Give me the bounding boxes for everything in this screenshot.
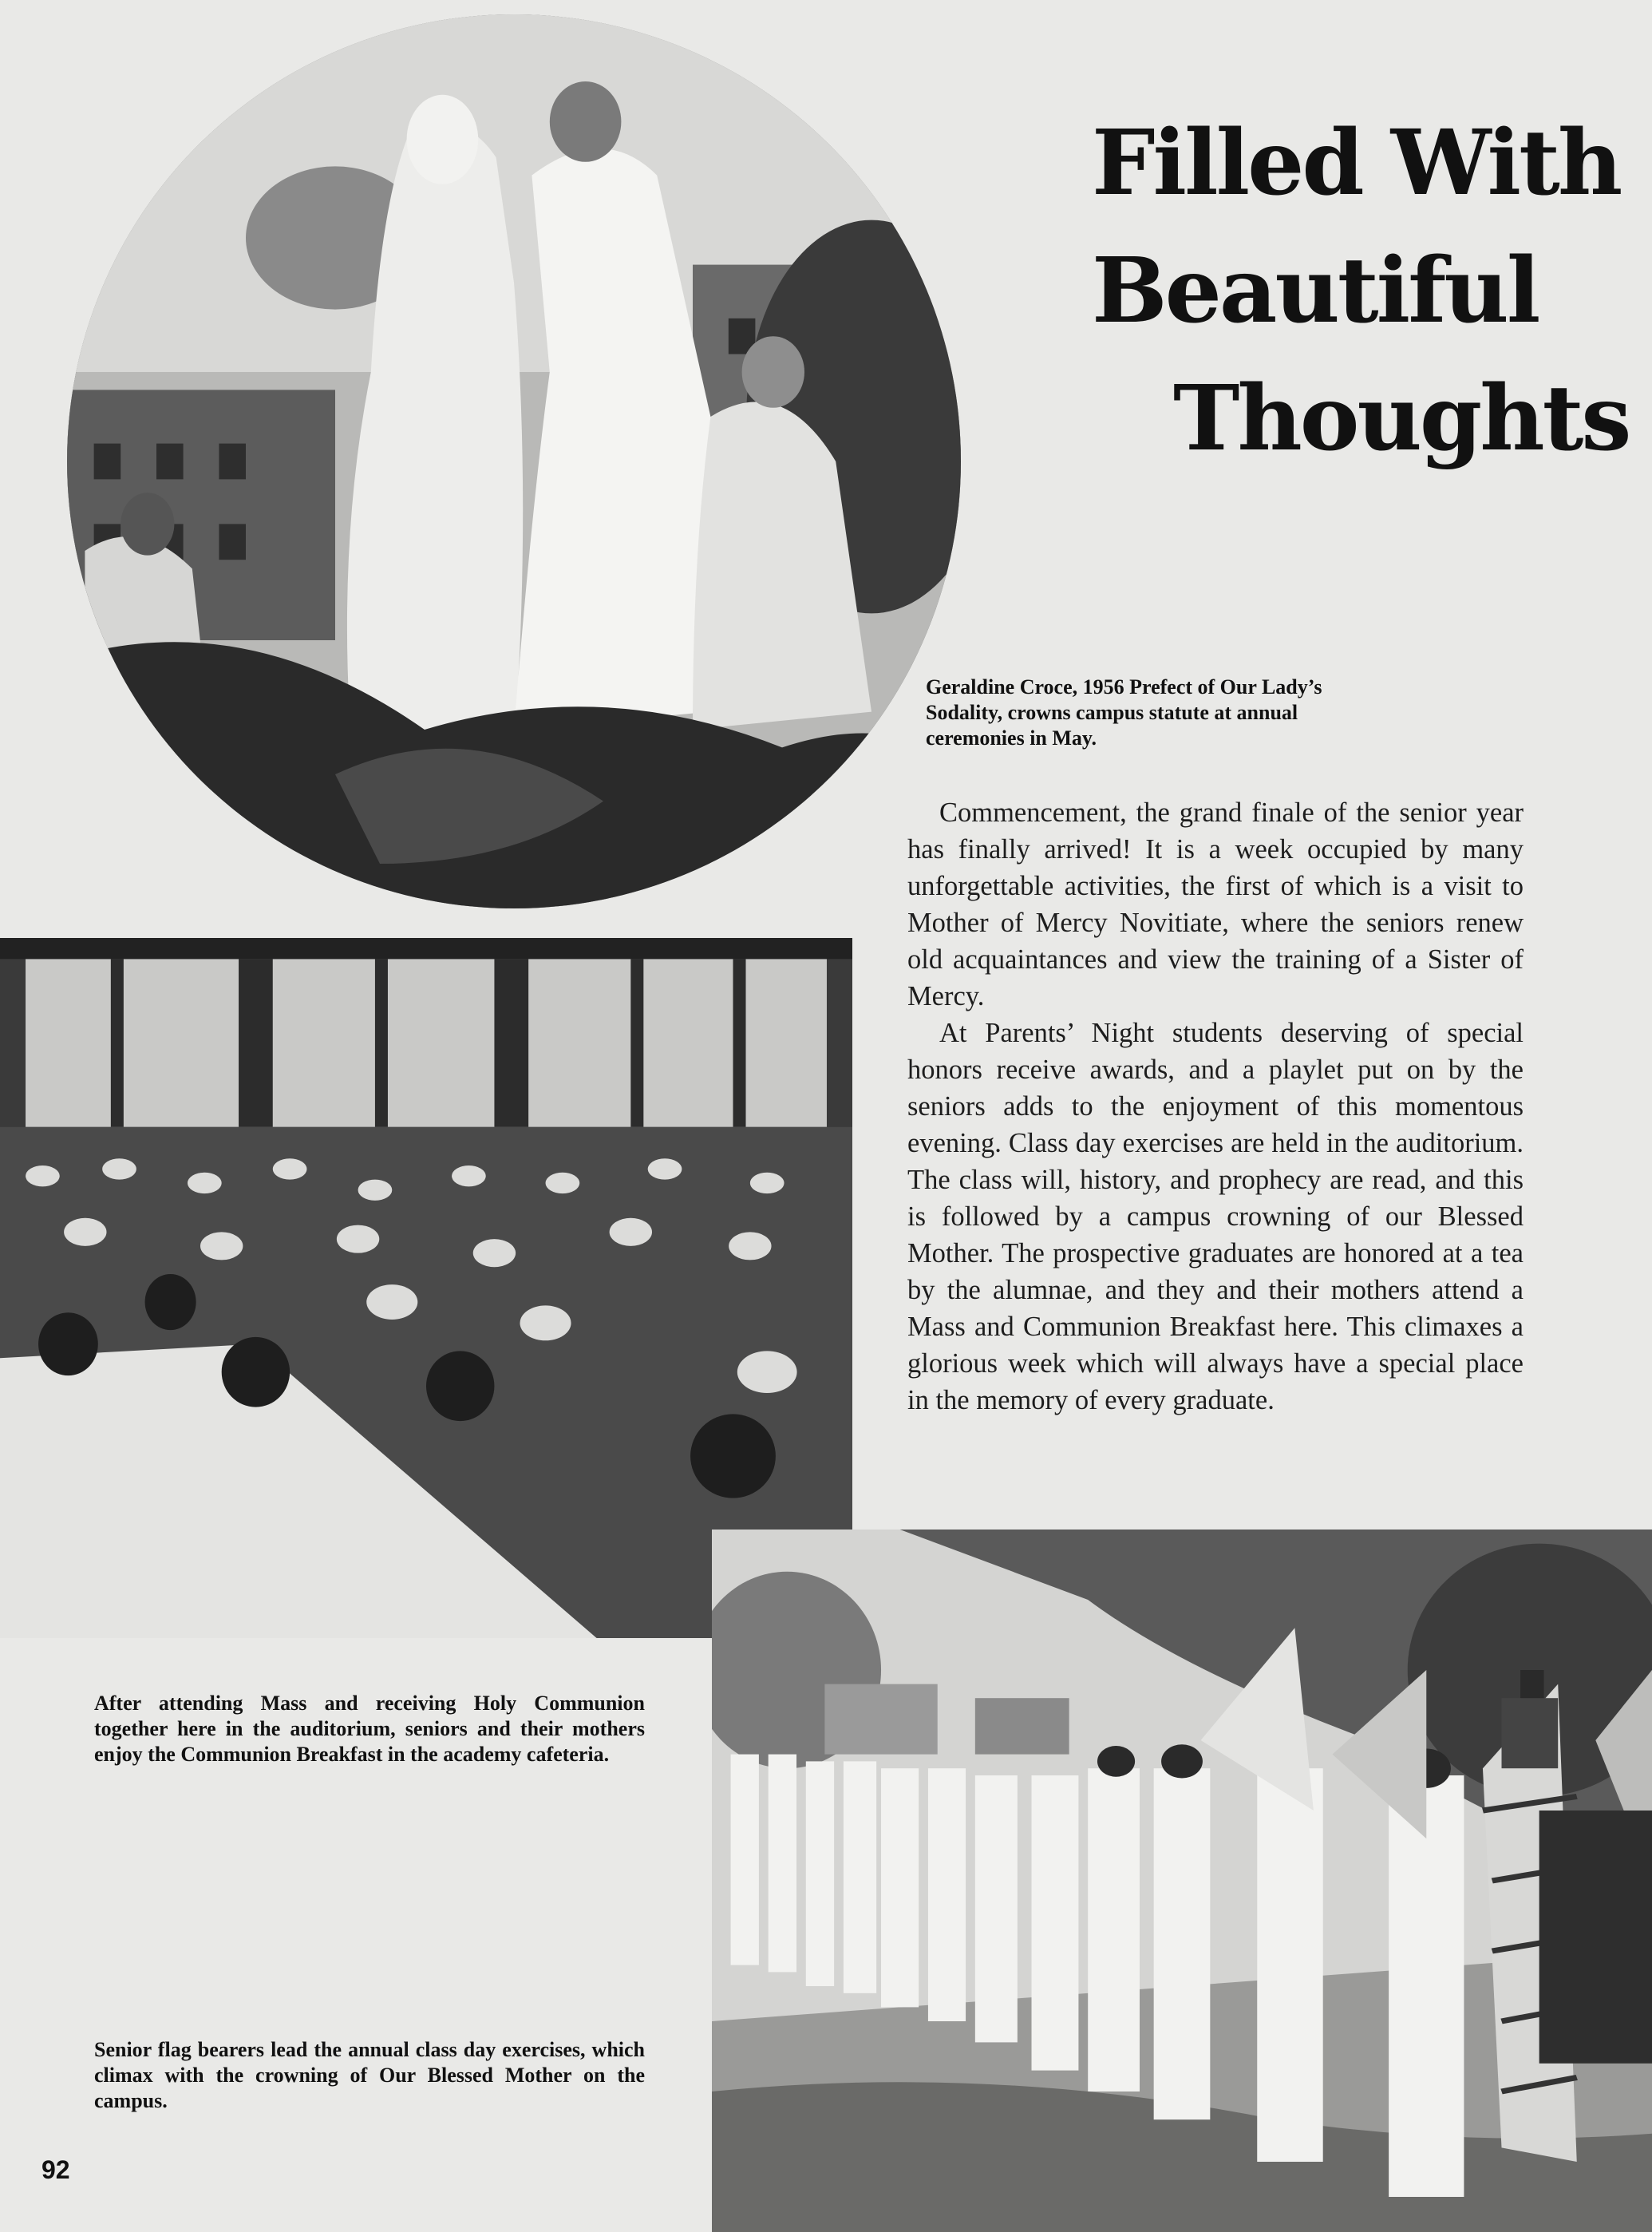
crowning-caption: Geraldine Croce, 1956 Prefect of Our Lady’s Sodality, crowns campus statute at annual ceremonies in May. [926, 675, 1322, 750]
procession-photo-art [712, 1530, 1652, 2232]
page-number: 92 [41, 2155, 70, 2184]
body-paragraph-1: Commencement, the grand finale of the senior year has finally arrived! It is a week occupied by many unforgettable activities, the first of which is a visit to Mother of Mercy Novitiate, where the seniors renew old acquaintances and view the training of a Sister of Mercy. [907, 797, 1524, 1011]
page-title [1085, 100, 1630, 483]
body-text [907, 794, 1524, 1419]
procession-caption: Senior flag bearers lead the annual class day exercises, which climax with the crowning of Our Blessed Mother on the campus. [94, 2038, 645, 2112]
title-line-2: Beautiful [1092, 239, 1539, 343]
title-line-3: Thoughts [1173, 366, 1630, 471]
crowning-photo [67, 14, 961, 908]
crowning-photo-art [67, 14, 961, 908]
procession-photo [712, 1530, 1652, 2232]
title-line-1: Filled With [1092, 111, 1621, 216]
cafeteria-caption: After attending Mass and receiving Holy Communion together here in the auditorium, seniors and their mothers enjoy the Communion Breakfast in the academy cafeteria. [94, 1692, 645, 1766]
body-paragraph-2: At Parents’ Night students deserving of special honors receive awards, and a playlet put on by the seniors adds to the enjoyment of this momentous evening. Class day exercises are held in the auditorium. The class will, history, and prophecy are read, and this is followed by a campus crowning of our Blessed Mother. The prospective graduates are honored at a tea by the alumnae, and they and their mothers attend a Mass and Communion Breakfast here. This climaxes a glorious week which will always have a special place in the memory of every graduate. [907, 1018, 1524, 1415]
